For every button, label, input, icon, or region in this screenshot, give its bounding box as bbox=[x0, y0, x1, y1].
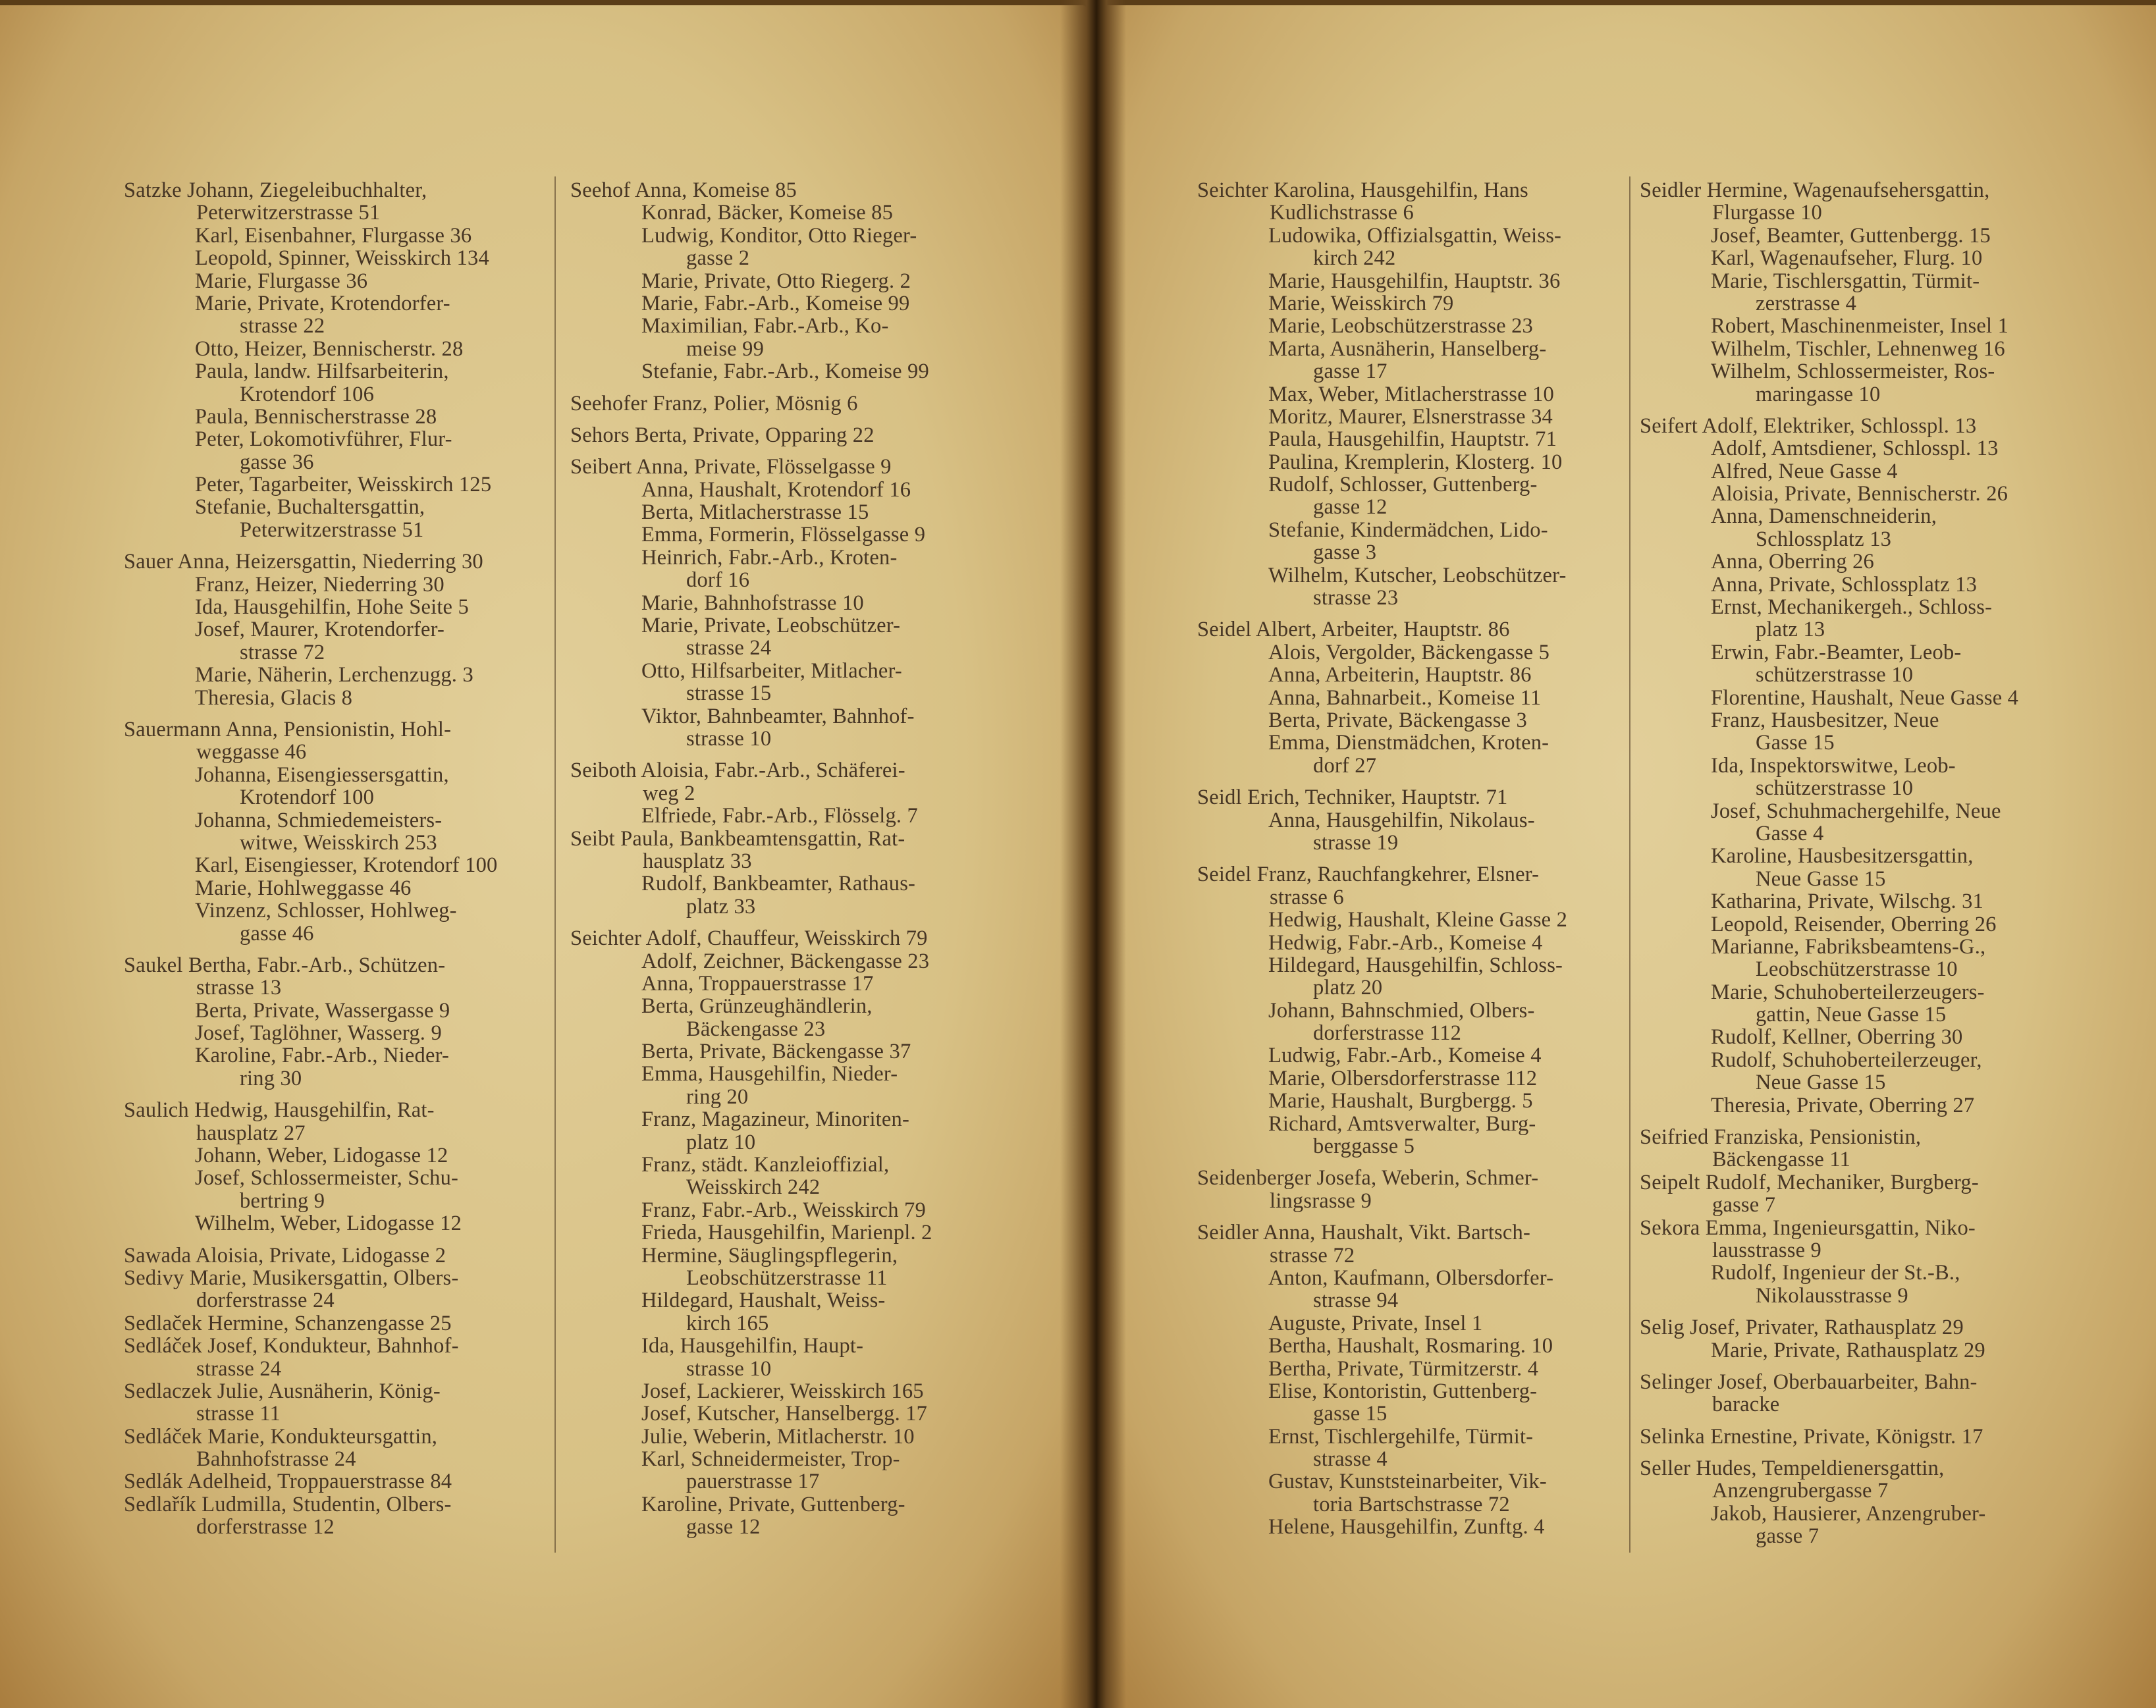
entry-detail-line: schützerstrasse 10 bbox=[1756, 776, 1914, 801]
entry-detail-line: gasse 46 bbox=[240, 921, 314, 946]
entry-name-line: Sedláček Josef, Kondukteur, Bahnhof- bbox=[124, 1334, 459, 1358]
entry-detail-line: Elise, Kontoristin, Guttenberg- bbox=[1268, 1379, 1538, 1403]
entry-detail-line: Marie, Bahnhofstrasse 10 bbox=[641, 591, 864, 615]
entry-detail-line: Paulina, Kremplerin, Klosterg. 10 bbox=[1268, 450, 1563, 474]
entry-detail-line: Bäckengasse 11 bbox=[1712, 1148, 1851, 1172]
entry-detail-line: Paula, landw. Hilfsarbeiterin, bbox=[195, 360, 449, 384]
entry-detail-line: dorferstrasse 112 bbox=[1313, 1021, 1462, 1046]
entry-detail-line: dorferstrasse 12 bbox=[196, 1515, 335, 1539]
entry-detail-line: Berta, Private, Bäckengasse 37 bbox=[641, 1040, 911, 1064]
entry-detail-line: Wilhelm, Schlossermeister, Ros- bbox=[1711, 360, 1995, 384]
entry-detail-line: Ludwig, Fabr.-Arb., Komeise 4 bbox=[1268, 1044, 1542, 1068]
entry-detail-line: Marie, Private, Rathausplatz 29 bbox=[1711, 1338, 1985, 1362]
entry-detail-line: Marie, Weisskirch 79 bbox=[1268, 291, 1454, 315]
entry-detail-line: Berta, Private, Bäckengasse 3 bbox=[1268, 708, 1527, 732]
entry-detail-line: platz 20 bbox=[1313, 976, 1383, 1000]
entry-detail-line: Marie, Haushalt, Burgbergg. 5 bbox=[1268, 1089, 1533, 1113]
entry-detail-line: Hermine, Säuglingspflegerin, bbox=[641, 1243, 898, 1268]
entry-detail-line: Konrad, Bäcker, Komeise 85 bbox=[641, 201, 894, 225]
entry-detail-line: kirch 165 bbox=[686, 1311, 769, 1335]
directory-entry bbox=[570, 392, 997, 415]
entry-detail-line: Marie, Näherin, Lerchenzugg. 3 bbox=[195, 663, 473, 687]
entry-detail-line: maringasse 10 bbox=[1756, 382, 1881, 406]
entry-detail-line: Vinzenz, Schlosser, Hohlweg- bbox=[195, 899, 457, 923]
entry-detail-line: Otto, Heizer, Bennischerstr. 28 bbox=[195, 336, 464, 361]
entry-detail-line: gasse 3 bbox=[1313, 541, 1377, 565]
entry-detail-line: Marie, Private, Otto Riegerg. 2 bbox=[641, 269, 911, 293]
entry-detail-line: kirch 242 bbox=[1313, 246, 1396, 271]
entry-detail-line: Karoline, Private, Guttenberg- bbox=[641, 1492, 905, 1516]
entry-detail-line: Helene, Hausgehilfin, Zunftg. 4 bbox=[1268, 1515, 1545, 1539]
directory-entry bbox=[1197, 1167, 1625, 1212]
directory-entry bbox=[1197, 618, 1625, 777]
entry-name-line: Seibert Anna, Private, Flösselgasse 9 bbox=[570, 455, 892, 479]
entry-detail-line: Bäckengasse 23 bbox=[686, 1017, 826, 1041]
entry-detail-line: gasse 17 bbox=[1313, 360, 1388, 384]
directory-entry bbox=[1197, 179, 1625, 609]
entry-detail-line: gasse 12 bbox=[1313, 495, 1388, 520]
entry-name-line: Sedivy Marie, Musikersgattin, Olbers- bbox=[124, 1266, 459, 1290]
entry-name-line: Seipelt Rudolf, Mechaniker, Burgberg- bbox=[1640, 1170, 1979, 1194]
entry-detail-line: Leopold, Reisender, Oberring 26 bbox=[1711, 912, 1997, 936]
entry-detail-line: Stefanie, Buchaltersgattin, bbox=[195, 495, 425, 520]
entry-detail-line: Berta, Mitlacherstrasse 15 bbox=[641, 500, 869, 525]
entry-detail-line: Rudolf, Ingenieur der St.-B., bbox=[1711, 1261, 1960, 1285]
entry-detail-line: Otto, Hilfsarbeiter, Mitlacher- bbox=[641, 658, 902, 683]
entry-detail-line: weg 2 bbox=[643, 781, 695, 805]
entry-name-line: Seichter Karolina, Hausgehilfin, Hans bbox=[1197, 178, 1528, 202]
entry-name-line: Seehofer Franz, Polier, Mösnig 6 bbox=[570, 391, 858, 415]
entry-detail-line: Aloisia, Private, Bennischerstr. 26 bbox=[1711, 482, 2008, 506]
entry-detail-line: Peterwitzerstrasse 51 bbox=[240, 518, 424, 542]
entry-detail-line: Ida, Hausgehilfin, Hohe Seite 5 bbox=[195, 595, 469, 620]
entry-name-line: Sedlaczek Julie, Ausnäherin, König- bbox=[124, 1379, 441, 1403]
entry-detail-line: Karl, Wagenaufseher, Flurg. 10 bbox=[1711, 246, 1983, 271]
entry-detail-line: strasse 94 bbox=[1313, 1289, 1399, 1313]
entry-detail-line: Auguste, Private, Insel 1 bbox=[1268, 1311, 1483, 1335]
entry-detail-line: Ida, Inspektorswitwe, Leob- bbox=[1711, 753, 1956, 778]
entry-detail-line: Anna, Private, Schlossplatz 13 bbox=[1711, 572, 1978, 597]
entry-name-line: Seidel Albert, Arbeiter, Hauptstr. 86 bbox=[1197, 618, 1510, 642]
entry-detail-line: Theresia, Glacis 8 bbox=[195, 685, 353, 710]
entry-detail-line: Franz, städt. Kanzleioffizial, bbox=[641, 1153, 890, 1177]
entry-detail-line: Anna, Troppauerstrasse 17 bbox=[641, 971, 874, 996]
entry-detail-line: strasse 23 bbox=[1313, 586, 1399, 610]
entry-detail-line: meise 99 bbox=[686, 336, 765, 361]
directory-entry bbox=[1640, 1126, 2074, 1307]
entry-name-line: Sedlák Adelheid, Troppauerstrasse 84 bbox=[124, 1470, 452, 1494]
entry-detail-line: Franz, Magazineur, Minoriten- bbox=[641, 1108, 910, 1132]
entry-detail-line: Franz, Hausbesitzer, Neue bbox=[1711, 708, 1939, 732]
entry-detail-line: schützerstrasse 10 bbox=[1756, 663, 1914, 687]
entry-name-line: Selinger Josef, Oberbauarbeiter, Bahn- bbox=[1640, 1370, 1978, 1394]
directory-entry bbox=[1640, 1316, 2074, 1362]
entry-detail-line: Anna, Haushalt, Krotendorf 16 bbox=[641, 477, 911, 502]
entry-detail-line: ring 30 bbox=[240, 1066, 302, 1090]
entry-detail-line: Gustav, Kunststeinarbeiter, Vik- bbox=[1268, 1470, 1547, 1494]
directory-entry bbox=[124, 1099, 545, 1235]
entry-detail-line: Ernst, Mechanikergeh., Schloss- bbox=[1711, 595, 1993, 620]
entry-detail-line: Leobschützerstrasse 10 bbox=[1756, 957, 1958, 982]
entry-name-line: Saulich Hedwig, Hausgehilfin, Rat- bbox=[124, 1098, 435, 1123]
entry-detail-line: Anna, Bahnarbeit., Komeise 11 bbox=[1268, 685, 1542, 710]
entry-name-line: Seifried Franziska, Pensionistin, bbox=[1640, 1125, 1922, 1150]
entry-detail-line: Karl, Schneidermeister, Trop- bbox=[641, 1447, 900, 1472]
entry-detail-line: gasse 7 bbox=[1756, 1524, 1819, 1549]
entry-name-line: Selinka Ernestine, Private, Königstr. 17 bbox=[1640, 1424, 1983, 1449]
directory-entry bbox=[1640, 1371, 2074, 1416]
entry-detail-line: Johanna, Eisengiessersgattin, bbox=[195, 762, 449, 787]
entry-detail-line: Rudolf, Schlosser, Guttenberg- bbox=[1268, 473, 1538, 497]
entry-detail-line: Marie, Tischlersgattin, Türmit- bbox=[1711, 269, 1980, 293]
entry-detail-line: Bahnhofstrasse 24 bbox=[196, 1447, 356, 1472]
entry-detail-line: Johann, Bahnschmied, Olbers- bbox=[1268, 998, 1535, 1023]
entry-detail-line: Max, Weber, Mitlacherstrasse 10 bbox=[1268, 382, 1554, 406]
entry-detail-line: Wilhelm, Tischler, Lehnenweg 16 bbox=[1711, 336, 2005, 361]
entry-detail-line: Erwin, Fabr.-Beamter, Leob- bbox=[1711, 640, 1962, 664]
entry-name-line: Seifert Adolf, Elektriker, Schlosspl. 13 bbox=[1640, 414, 1977, 438]
entry-detail-line: strasse 15 bbox=[686, 681, 772, 706]
entry-detail-line: Franz, Heizer, Niederring 30 bbox=[195, 572, 445, 597]
entry-detail-line: strasse 11 bbox=[196, 1402, 281, 1426]
entry-detail-line: Anna, Damenschneiderin, bbox=[1711, 504, 1937, 529]
directory-entry bbox=[1640, 1426, 2074, 1448]
entry-detail-line: Marianne, Fabriksbeamtens-G., bbox=[1711, 934, 1986, 959]
entry-detail-line: Marie, Fabr.-Arb., Komeise 99 bbox=[641, 291, 910, 315]
directory-entry bbox=[570, 759, 997, 918]
entry-detail-line: Wilhelm, Kutscher, Leobschützer- bbox=[1268, 563, 1567, 587]
entry-name-line: Seichter Adolf, Chauffeur, Weisskirch 79 bbox=[570, 926, 928, 951]
entry-detail-line: Marie, Flurgasse 36 bbox=[195, 269, 368, 293]
entry-detail-line: Stefanie, Fabr.-Arb., Komeise 99 bbox=[641, 360, 929, 384]
entry-detail-line: strasse 4 bbox=[1313, 1447, 1388, 1472]
entry-detail-line: Leopold, Spinner, Weisskirch 134 bbox=[195, 246, 489, 271]
entry-detail-line: Josef, Schuhmachergehilfe, Neue bbox=[1711, 799, 2001, 823]
directory-entry bbox=[1197, 863, 1625, 1158]
entry-detail-line: strasse 24 bbox=[196, 1356, 282, 1381]
entry-detail-line: Rudolf, Kellner, Oberring 30 bbox=[1711, 1025, 1963, 1050]
entry-name-line: Sawada Aloisia, Private, Lidogasse 2 bbox=[124, 1243, 446, 1268]
entry-detail-line: lausstrasse 9 bbox=[1712, 1238, 1821, 1262]
directory-entry bbox=[1197, 786, 1625, 854]
entry-detail-line: Hildegard, Haushalt, Weiss- bbox=[641, 1289, 886, 1313]
entry-detail-line: Heinrich, Fabr.-Arb., Kroten- bbox=[641, 545, 898, 570]
entry-detail-line: strasse 72 bbox=[1270, 1243, 1355, 1268]
entry-detail-line: Leobschützerstrasse 11 bbox=[686, 1266, 888, 1290]
book-spine bbox=[1060, 0, 1126, 1708]
entry-detail-line: Johann, Weber, Lidogasse 12 bbox=[195, 1144, 448, 1168]
entry-detail-line: Emma, Dienstmädchen, Kroten- bbox=[1268, 731, 1550, 755]
entry-name-line: Sauermann Anna, Pensionistin, Hohl- bbox=[124, 717, 452, 741]
entry-detail-line: Ernst, Tischlergehilfe, Türmit- bbox=[1268, 1424, 1534, 1449]
entry-detail-line: Moritz, Maurer, Elsnerstrasse 34 bbox=[1268, 404, 1553, 429]
entry-detail-line: Krotendorf 100 bbox=[240, 786, 375, 810]
entry-detail-line: Viktor, Bahnbeamter, Bahnhof- bbox=[641, 704, 915, 728]
directory-entry bbox=[1640, 415, 2074, 1117]
entry-name-line: Satzke Johann, Ziegeleibuchhalter, bbox=[124, 178, 427, 202]
entry-detail-line: Franz, Fabr.-Arb., Weisskirch 79 bbox=[641, 1198, 926, 1222]
entry-detail-line: Karoline, Hausbesitzersgattin, bbox=[1711, 844, 1974, 868]
entry-name-line: Sedlařík Ludmilla, Studentin, Olbers- bbox=[124, 1492, 452, 1516]
directory-entry bbox=[124, 179, 545, 541]
entry-detail-line: lingsrasse 9 bbox=[1270, 1188, 1372, 1213]
entry-detail-line: Marie, Leobschützerstrasse 23 bbox=[1268, 314, 1533, 338]
entry-name-line: Sauer Anna, Heizersgattin, Niederring 30 bbox=[124, 550, 483, 574]
directory-entry bbox=[570, 927, 997, 1539]
entry-detail-line: gasse 12 bbox=[686, 1515, 761, 1539]
entry-detail-line: Bertha, Private, Türmitzerstr. 4 bbox=[1268, 1356, 1539, 1381]
entry-name-line: Seibt Paula, Bankbeamtensgattin, Rat- bbox=[570, 826, 905, 851]
entry-detail-line: Josef, Lackierer, Weisskirch 165 bbox=[641, 1379, 924, 1403]
directory-entry bbox=[1197, 1221, 1625, 1538]
entry-detail-line: Anna, Oberring 26 bbox=[1711, 550, 1874, 574]
entry-detail-line: Adolf, Amtsdiener, Schlosspl. 13 bbox=[1711, 437, 1999, 461]
entry-detail-line: Marie, Private, Leobschützer- bbox=[641, 614, 901, 638]
entry-detail-line: Karoline, Fabr.-Arb., Nieder- bbox=[195, 1044, 449, 1068]
entry-detail-line: Ida, Hausgehilfin, Haupt- bbox=[641, 1334, 864, 1358]
directory-entry bbox=[124, 954, 545, 1090]
entry-detail-line: strasse 24 bbox=[686, 636, 772, 660]
entry-name-line: Saukel Bertha, Fabr.-Arb., Schützen- bbox=[124, 953, 446, 977]
entry-detail-line: Schlossplatz 13 bbox=[1756, 527, 1892, 551]
entry-detail-line: strasse 13 bbox=[196, 976, 282, 1000]
entry-detail-line: berggasse 5 bbox=[1313, 1134, 1415, 1159]
entry-detail-line: dorf 16 bbox=[686, 568, 750, 593]
entry-detail-line: Anna, Arbeiterin, Hauptstr. 86 bbox=[1268, 663, 1532, 687]
entry-detail-line: Gasse 15 bbox=[1756, 731, 1835, 755]
entry-detail-line: pauerstrasse 17 bbox=[686, 1470, 820, 1494]
entry-detail-line: Ludwig, Konditor, Otto Rieger- bbox=[641, 223, 917, 248]
entry-detail-line: toria Bartschstrasse 72 bbox=[1313, 1492, 1510, 1516]
entry-detail-line: hausplatz 33 bbox=[643, 849, 752, 873]
column-divider-left bbox=[554, 176, 556, 1553]
entry-detail-line: Marie, Hohlweggasse 46 bbox=[195, 876, 412, 900]
directory-column-3 bbox=[1197, 179, 1625, 1548]
entry-detail-line: Maximilian, Fabr.-Arb., Ko- bbox=[641, 314, 889, 338]
entry-name-line: Seidenberger Josefa, Weberin, Schmer- bbox=[1197, 1166, 1539, 1190]
entry-detail-line: Karl, Eisenbahner, Flurgasse 36 bbox=[195, 223, 472, 248]
entry-detail-line: Nikolausstrasse 9 bbox=[1756, 1283, 1908, 1308]
entry-detail-line: Marta, Ausnäherin, Hanselberg- bbox=[1268, 336, 1547, 361]
entry-detail-line: platz 13 bbox=[1756, 618, 1825, 642]
entry-detail-line: baracke bbox=[1712, 1393, 1780, 1417]
entry-detail-line: Ludowika, Offizialsgattin, Weiss- bbox=[1268, 223, 1562, 248]
entry-name-line: Seller Hudes, Tempeldienersgattin, bbox=[1640, 1456, 1945, 1481]
entry-detail-line: Alfred, Neue Gasse 4 bbox=[1711, 459, 1898, 483]
entry-detail-line: platz 33 bbox=[686, 894, 756, 919]
entry-detail-line: strasse 72 bbox=[240, 640, 325, 664]
directory-column-4 bbox=[1640, 179, 2074, 1557]
directory-entry bbox=[1640, 179, 2074, 406]
entry-detail-line: Rudolf, Schuhoberteilerzeuger, bbox=[1711, 1048, 1982, 1072]
entry-name-line: Selig Josef, Privater, Rathausplatz 29 bbox=[1640, 1316, 1964, 1340]
entry-detail-line: Josef, Taglöhner, Wasserg. 9 bbox=[195, 1021, 442, 1046]
entry-detail-line: Berta, Private, Wassergasse 9 bbox=[195, 998, 450, 1023]
entry-detail-line: strasse 10 bbox=[686, 1356, 772, 1381]
entry-name-line: Seehof Anna, Komeise 85 bbox=[570, 178, 797, 202]
entry-detail-line: Jakob, Hausierer, Anzengruber- bbox=[1711, 1501, 1986, 1526]
entry-detail-line: Hildegard, Hausgehilfin, Schloss- bbox=[1268, 953, 1563, 977]
entry-detail-line: Neue Gasse 15 bbox=[1756, 1071, 1886, 1095]
entry-detail-line: Krotendorf 106 bbox=[240, 382, 375, 406]
entry-detail-line: Johanna, Schmiedemeisters- bbox=[195, 808, 443, 832]
entry-detail-line: zerstrasse 4 bbox=[1756, 291, 1857, 315]
entry-detail-line: Marie, Hausgehilfin, Hauptstr. 36 bbox=[1268, 269, 1561, 293]
entry-detail-line: gasse 2 bbox=[686, 246, 750, 271]
directory-entry bbox=[124, 718, 545, 945]
entry-detail-line: Marie, Private, Krotendorfer- bbox=[195, 291, 450, 315]
entry-detail-line: Anna, Hausgehilfin, Nikolaus- bbox=[1268, 808, 1535, 832]
entry-detail-line: Flurgasse 10 bbox=[1712, 201, 1823, 225]
entry-detail-line: Anton, Kaufmann, Olbersdorfer- bbox=[1268, 1266, 1554, 1290]
entry-detail-line: gasse 36 bbox=[240, 450, 314, 474]
entry-detail-line: Hedwig, Fabr.-Arb., Komeise 4 bbox=[1268, 930, 1543, 955]
entry-detail-line: Paula, Bennischerstrasse 28 bbox=[195, 404, 437, 429]
entry-detail-line: Florentine, Haushalt, Neue Gasse 4 bbox=[1711, 685, 2019, 710]
entry-detail-line: Elfriede, Fabr.-Arb., Flösselg. 7 bbox=[641, 804, 919, 828]
entry-detail-line: bertring 9 bbox=[240, 1188, 325, 1213]
entry-name-line: Sekora Emma, Ingenieursgattin, Niko- bbox=[1640, 1215, 1976, 1240]
entry-detail-line: gasse 15 bbox=[1313, 1402, 1388, 1426]
directory-entry bbox=[570, 179, 997, 383]
entry-detail-line: Katharina, Private, Wilschg. 31 bbox=[1711, 890, 1984, 914]
entry-detail-line: Paula, Hausgehilfin, Hauptstr. 71 bbox=[1268, 427, 1557, 452]
entry-detail-line: Marie, Olbersdorferstrasse 112 bbox=[1268, 1066, 1538, 1090]
entry-detail-line: Emma, Hausgehilfin, Nieder- bbox=[641, 1062, 898, 1086]
entry-detail-line: Stefanie, Kindermädchen, Lido- bbox=[1268, 518, 1548, 542]
entry-detail-line: Neue Gasse 15 bbox=[1756, 867, 1886, 891]
entry-detail-line: Bertha, Haushalt, Rosmaring. 10 bbox=[1268, 1334, 1553, 1358]
entry-detail-line: Julie, Weberin, Mitlacherstr. 10 bbox=[641, 1424, 915, 1449]
column-divider-right bbox=[1629, 176, 1630, 1553]
entry-detail-line: Emma, Formerin, Flösselgasse 9 bbox=[641, 523, 926, 547]
entry-detail-line: Frieda, Hausgehilfin, Marienpl. 2 bbox=[641, 1221, 932, 1245]
entry-detail-line: Josef, Kutscher, Hanselbergg. 17 bbox=[641, 1402, 928, 1426]
entry-detail-line: Adolf, Zeichner, Bäckengasse 23 bbox=[641, 949, 930, 973]
entry-detail-line: Peter, Tagarbeiter, Weisskirch 125 bbox=[195, 473, 492, 497]
entry-detail-line: strasse 10 bbox=[686, 726, 772, 751]
entry-name-line: Seiboth Aloisia, Fabr.-Arb., Schäferei- bbox=[570, 759, 905, 783]
entry-detail-line: Anzengrubergasse 7 bbox=[1712, 1479, 1889, 1503]
directory-entry bbox=[1640, 1457, 2074, 1548]
entry-name-line: Sehors Berta, Private, Opparing 22 bbox=[570, 423, 875, 447]
entry-detail-line: Richard, Amtsverwalter, Burg- bbox=[1268, 1111, 1536, 1136]
entry-detail-line: dorferstrasse 24 bbox=[196, 1289, 335, 1313]
entry-detail-line: Josef, Maurer, Krotendorfer- bbox=[195, 618, 445, 642]
entry-detail-line: Alois, Vergolder, Bäckengasse 5 bbox=[1268, 640, 1550, 664]
entry-name-line: Seidler Anna, Haushalt, Vikt. Bartsch- bbox=[1197, 1221, 1531, 1245]
directory-column-2 bbox=[570, 179, 997, 1548]
entry-detail-line: Theresia, Private, Oberring 27 bbox=[1711, 1093, 1975, 1117]
directory-entry bbox=[124, 550, 545, 709]
entry-detail-line: strasse 22 bbox=[240, 314, 325, 338]
entry-detail-line: Berta, Grünzeughändlerin, bbox=[641, 994, 873, 1019]
entry-detail-line: Gasse 4 bbox=[1756, 821, 1824, 845]
entry-detail-line: Marie, Schuhoberteilerzeugers- bbox=[1711, 980, 1985, 1004]
entry-detail-line: gattin, Neue Gasse 15 bbox=[1756, 1003, 1947, 1027]
entry-detail-line: Josef, Beamter, Guttenbergg. 15 bbox=[1711, 223, 1991, 248]
entry-detail-line: dorf 27 bbox=[1313, 753, 1377, 778]
entry-detail-line: Peterwitzerstrasse 51 bbox=[196, 201, 381, 225]
entry-name-line: Seidler Hermine, Wagenaufsehersgattin, bbox=[1640, 178, 1990, 202]
entry-detail-line: Weisskirch 242 bbox=[686, 1175, 821, 1200]
entry-detail-line: Rudolf, Bankbeamter, Rathaus- bbox=[641, 872, 916, 896]
entry-detail-line: platz 10 bbox=[686, 1130, 756, 1154]
entry-detail-line: ring 20 bbox=[686, 1084, 749, 1109]
entry-detail-line: Peter, Lokomotivführer, Flur- bbox=[195, 427, 452, 452]
entry-detail-line: Wilhelm, Weber, Lidogasse 12 bbox=[195, 1212, 462, 1236]
entry-detail-line: weggasse 46 bbox=[196, 740, 307, 764]
entry-detail-line: Karl, Eisengiesser, Krotendorf 100 bbox=[195, 853, 498, 878]
directory-entry bbox=[570, 424, 997, 446]
entry-name-line: Sedlaček Hermine, Schanzengasse 25 bbox=[124, 1311, 452, 1335]
entry-name-line: Sedláček Marie, Kondukteursgattin, bbox=[124, 1424, 438, 1449]
entry-detail-line: Hedwig, Haushalt, Kleine Gasse 2 bbox=[1268, 908, 1568, 932]
entry-name-line: Seidel Franz, Rauchfangkehrer, Elsner- bbox=[1197, 863, 1540, 887]
directory-entry bbox=[124, 1244, 545, 1539]
entry-detail-line: Kudlichstrasse 6 bbox=[1270, 201, 1414, 225]
directory-column-1 bbox=[124, 179, 545, 1548]
entry-detail-line: strasse 6 bbox=[1270, 885, 1344, 909]
entry-detail-line: gasse 7 bbox=[1712, 1193, 1776, 1217]
entry-detail-line: witwe, Weisskirch 253 bbox=[240, 830, 437, 855]
entry-detail-line: hausplatz 27 bbox=[196, 1121, 306, 1145]
entry-detail-line: Josef, Schlossermeister, Schu- bbox=[195, 1166, 459, 1190]
entry-detail-line: strasse 19 bbox=[1313, 830, 1399, 855]
entry-detail-line: Robert, Maschinenmeister, Insel 1 bbox=[1711, 314, 2009, 338]
directory-entry bbox=[570, 456, 997, 750]
entry-name-line: Seidl Erich, Techniker, Hauptstr. 71 bbox=[1197, 786, 1508, 810]
